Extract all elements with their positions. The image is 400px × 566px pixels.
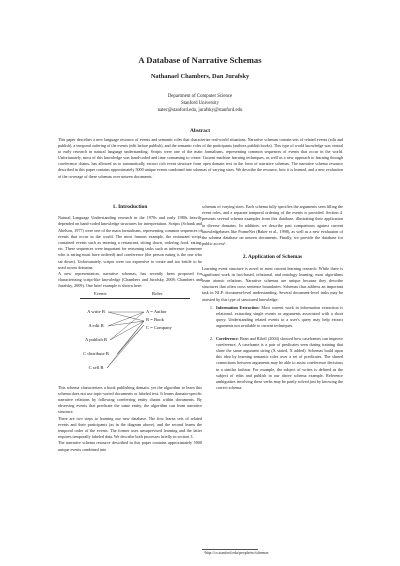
- role-item: B = Book: [146, 316, 164, 322]
- list-item-text: : Most current work in information extraction is relational, extracting single events or arguments associated with a short query. Understanding related events to a user's query may help extract arguments not available to current techniques.: [216, 304, 343, 329]
- list-item: [214, 305, 343, 330]
- event-item: C sell B: [88, 364, 104, 370]
- section-heading-applications: 2. Application of Schemas: [242, 254, 303, 261]
- right-paragraph-1: schemas of varying sizes. Each schema fully specifies the arguments seen filling the event roles, and a separate temporal ordering of the events is provided. Section 4. presents several schema examples from this database, illustrating their application to diverse domains. In addition, we describe past comparisons against current knowledgebases like FrameNet (Baker et al., 1998), as well as a new evaluation of the schema database on unseen documents. Finally, we provide the database for public access¹.: [202, 204, 343, 247]
- section-heading-introduction: 1. Introduction: [112, 204, 148, 210]
- event-item: A write B: [87, 308, 105, 314]
- paper-authors: Nathanael Chambers, Dan Jurafsky: [150, 73, 250, 80]
- intro-paragraph-2: A new representation, narrative schemas, has recently been proposed for characterizing script-like knowledge (Chambers and Jurafsky, 2008; Chambers and Jurafsky, 2009). One brief example is shown here:: [58, 271, 202, 289]
- intro-paragraph-1: Natural Language Understanding research in the 1970s and early 1980s heavily depended on hand-coded knowledge structures for interpretation. Scripts (Schank and Abelson, 1977) were one of the main formalisms, representing common sequences of events that occur in the world. The most famous example, the restaurant script, contained events such as entering a restaurant, sitting down, ordering food, eating, etc. These sequences were important for reasoning tasks such as inference (someone who is eating must have ordered) and coreference (the person eating is the one who sat down). Unfortunately, scripts were too expensive to create and too brittle to be used across domains.: [58, 215, 202, 270]
- intro-paragraph-4: There are two steps to learning our new database. The first learns sets of related events and their participants (as in the diagram above), and the second learns the temporal order of the events. The former uses unsupervised learning and the latter requires temporally labeled data. We describe both processes briefly in section 3.: [58, 415, 202, 440]
- affiliation-dept: Department of Computer Science: [167, 94, 233, 99]
- list-item-text: : Bean and Riloff (2004) showed how caseframes can improve coreference. A caseframe is a pair of predicates seen during training that share the same argument string (X stated, X added). Schemas build upon this idea by learning semantic roles over a set of predicates. The shared connections between arguments may be able to assist coreference decisions in a similar fashion. For example, the subject of writes is defined as the subject of edits and publish in our above schema example. Reference ambiguities involving these verbs may be partly solved just by knowing the correct schema.: [216, 335, 343, 391]
- left-column: [58, 204, 202, 453]
- affiliation-univ: Stanford University: [181, 100, 219, 106]
- schema-example-figure: [58, 291, 202, 381]
- right-paragraph-2: Learning event structure is novel to most current learning research. While there is significant work in fact-based, relational, and ontology learning, most algorithms learn atomic relations. Narrative schemas are unique because they describe structures that often cross sentence boundaries. Schemas thus address an important task in NLP: document-level understanding. Several document-level tasks may be assisted by this type of structured knowledge:: [202, 265, 343, 302]
- role-item: A = Author: [146, 308, 167, 314]
- role-item: C = Company: [146, 324, 172, 330]
- applications-list: [202, 305, 343, 392]
- example-header-rule: [80, 298, 190, 299]
- list-item-label: Coreference: [216, 335, 238, 341]
- paper-title: A Database of Narrative Schemas: [138, 55, 262, 65]
- event-item: C distribute B: [83, 350, 109, 356]
- event-item: A publish B: [85, 336, 107, 342]
- right-column: [202, 204, 343, 397]
- roles-column-header: Roles: [152, 290, 163, 296]
- affiliation-emails: natec@stanford.edu, jurafsky@stanford.edu: [157, 107, 243, 113]
- intro-paragraph-3: This schema characterizes a book publishing domain, yet the algorithm to learn this schema does not use topic-sorted documents or labeled text. It learns domain-specific narrative relations by following coreferring entity chains within documents. By observing events that predicate the same entity, the algorithm can learn narrative structure.: [58, 384, 202, 415]
- footnote-rule: [202, 549, 258, 550]
- events-column-header: Events: [94, 290, 107, 296]
- footnote: ¹http://cs.stanford.edu/people/nc/schemas: [204, 551, 269, 555]
- intro-paragraph-5: The narrative schema resource described in this paper contains approximately 5000 unique events combined into: [58, 440, 202, 452]
- affiliation: [0, 94, 400, 114]
- event-item: A edit B: [88, 322, 104, 328]
- list-item: [214, 336, 343, 392]
- abstract-text: This paper describes a new language resource of events and semantic roles that characterize real-world situations. Narrative schemas contain sets of related events (edit and publish), a temporal ordering of the events (edit before publish), and the semantic roles of the participants (authors publish books). This type of world knowledge was central to early research in natural language understanding. Scripts were one of the main formalisms, representing common sequences of events that occur in the world. Unfortunately, most of this knowledge was hand-coded and time consuming to create. Current machine learning techniques, as well as a new approach to learning through coreference chains, has allowed us to automatically extract rich event structure from open domain text in the form of narrative schemas. The narrative schema resource described in this paper contains approximately 5000 unique events combined into schemas of varying sizes. We describe the resource, how it is learned, and a new evaluation of the coverage of these schemas over unseen documents.: [58, 137, 343, 179]
- list-item-label: Information Extraction: [216, 304, 259, 310]
- abstract-heading: Abstract: [189, 128, 211, 134]
